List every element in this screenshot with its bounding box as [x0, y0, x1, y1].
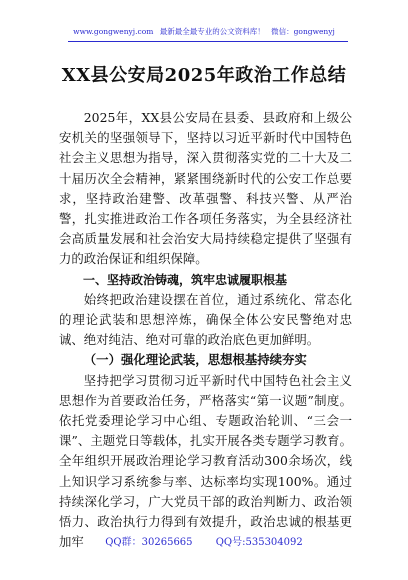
header-divider: [68, 41, 348, 42]
intro-paragraph: 2025年，XX县公安局在县委、县政府和上级公安机关的坚强领导下，坚持以习近平新时代中国特色社会主义思想为指导，深入贯彻落实党的二十大及二十届历次全会精神，紧紧围绕新时代的公安工作总要求，坚持政治建警、改革强警、科技兴警、从严治警，扎实推进政治工作各项任务落实，为全县经济社会高质量发展和社会治安大局持续稳定提供了坚强有力的政治保证和组织保障。: [59, 110, 352, 267]
section-heading: 一、坚持政治铸魂，筑牢忠诚履职根基: [83, 272, 288, 287]
subsection-paragraph: 坚持把学习贯彻习近平新时代中国特色社会主义思想作为首要政治任务，严格落实“第一议题”制度。依托党委理论学习中心组、专题政治轮训、“三会一课”、主题党日等载体，扎实开展各类专题学习教育。全年组织开展政治理论学习教育活动300余场次，线上知识学习系统参与率、达标率均实现100%。通过持续深化学习，广大党员干部的政治判断力、政治领悟力、政治执行力得到有效提升，政治忠诚的根基更加牢: [59, 372, 352, 550]
header-slogan: 最新最全最专业的公文资料库！: [159, 27, 265, 36]
document-body: [59, 108, 352, 552]
document-title: XX县公安局2025年政治工作总结: [61, 65, 347, 86]
section-paragraph: 始终把政治建设摆在首位，通过系统化、常态化的理论武装和思想淬炼，确保全体公安民警绝对忠诚、绝对纯洁、绝对可靠的政治底色更加鲜明。: [59, 291, 352, 348]
page-header: [0, 26, 408, 38]
header-wechat: 微信：gongwenyj: [271, 27, 335, 36]
footer-qq-group: QQ群：30265665: [105, 537, 193, 548]
page-footer: [0, 536, 408, 550]
header-website[interactable]: www.gongwenyj.com: [73, 27, 154, 36]
footer-qq-number: QQ号:535304092: [215, 537, 303, 548]
subsection-heading: （一）强化理论武装，思想根基持续夯实: [83, 352, 307, 368]
